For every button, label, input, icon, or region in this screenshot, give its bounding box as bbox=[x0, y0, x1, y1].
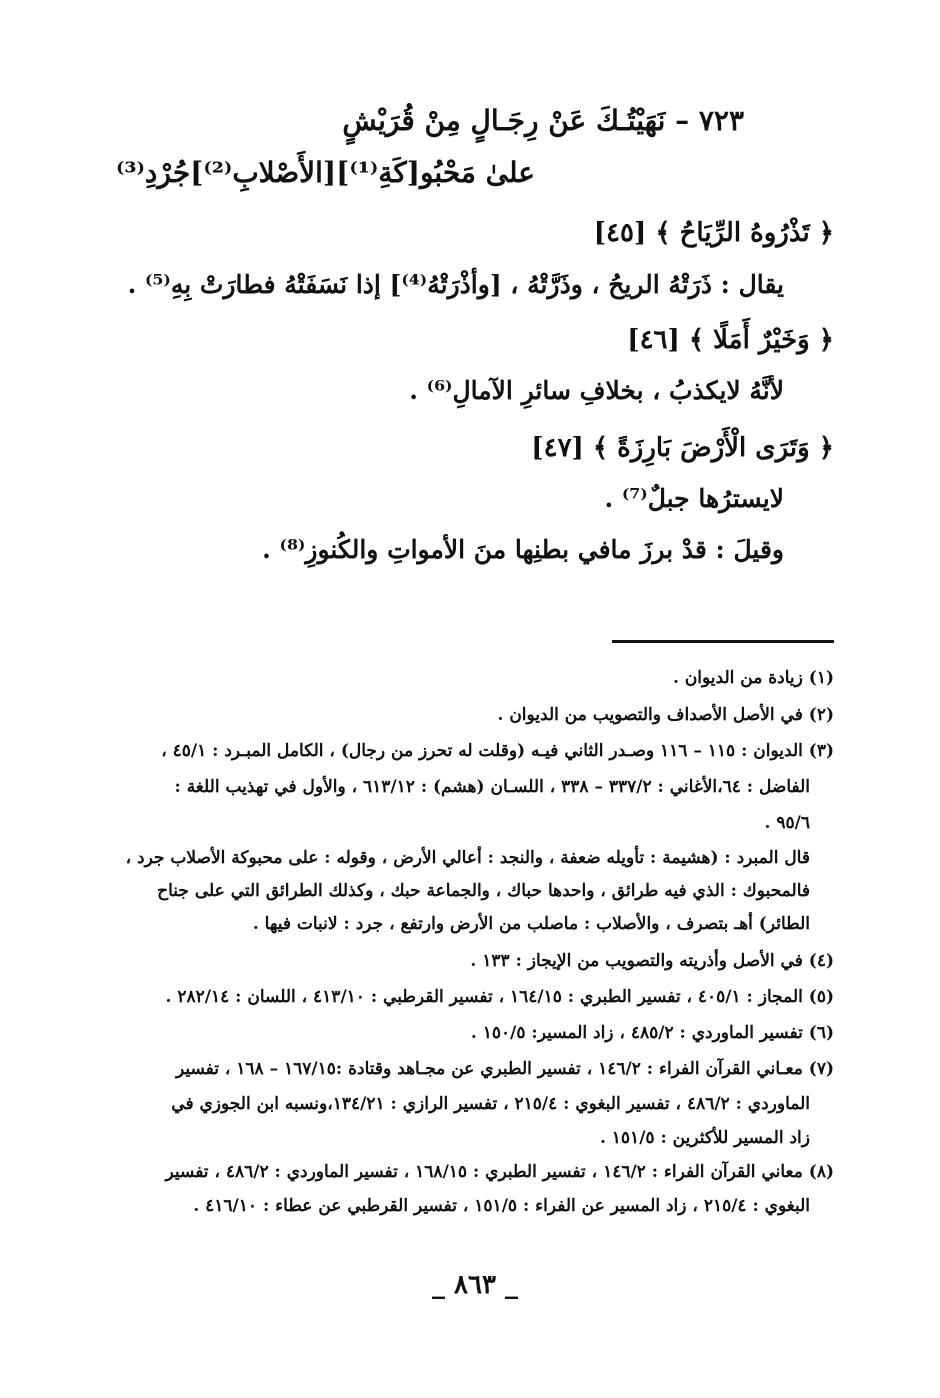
footnote-3-line-6: الطائر) أهـ بتصرف ، والأصلاب : ماصلب من الأرض وارتفع ، جرد : لانبات فيها . bbox=[252, 914, 810, 934]
footnote-4: (٤) في الأصل وأذريته والتصويب من الإيجاز : ١٣٣ . bbox=[470, 951, 834, 971]
footnote-8-line-2: البغوي : ٢١٥/٤ ، زاد المسير عن الفراء : ١٥١/٥ ، تفسير القرطبي عن عطاء : ٤١٦/١٠ . bbox=[193, 1196, 810, 1216]
footnote-5: (٥) المجاز : ٤٠٥/١ ، تفسير الطبري : ١٦٤/١٥ ، تفسير القرطبي : ٤١٣/١٠ ، اللسان : ٢٨٢/١٤ . bbox=[165, 987, 834, 1007]
footnote-6: (٦) تفسير الماوردي : ٤٨٥/٢ ، زاد المسير: ١٥٠/٥ . bbox=[470, 1023, 834, 1043]
footnote-3-line-2: الفاضل : ٦٤،الأغاني : ٣٣٧/٢ – ٣٣٨ ، اللسـان (هشم) : ٦١٣/١٢ ، والأول في تهذيب اللغة : bbox=[174, 777, 810, 797]
ayah-45-explanation: يقال : ذَرَتْهُ الريحُ ، وذَرَّتْهُ ، [وأذْرَتْهُ⁽⁴⁾] إذا نَسَفَتْهُ فطارَتْ بِهِ⁽⁵⁾ . bbox=[127, 270, 784, 299]
ayah-45-heading: ﴿ تَذْرُوهُ الرِّيَاحُ ﴾ [٤٥] bbox=[593, 218, 834, 248]
footnote-7-line-3: زاد المسير للأكثرين : ١٥١/٥ . bbox=[599, 1128, 810, 1148]
ayah-46-heading: ﴿ وَخَيْرٌ أَمَلًا ﴾ [٤٦] bbox=[627, 325, 834, 355]
footnote-3-line-5: فالمحبوك : الذي فيه طرائق ، واحدها حباك ، والجماعة حبك ، وكذلك الطرائق التي على جناح bbox=[157, 881, 810, 901]
footnote-7-line-1: (٧) معـاني القرآن الفراء : ١٤٦/٢ ، تفسير الطبري عن مجـاهد وقتادة :١٦٧/١٥ – ١٦٨ ، تفسير bbox=[175, 1059, 834, 1079]
footnote-3-line-4: قال المبرد : (هشيمة : تأويله ضعفة ، والنجد : أعالي الأرض ، وقوله : على محبوكة الأصلاب جرد ، bbox=[125, 848, 810, 868]
footnote-separator bbox=[612, 640, 834, 643]
footnote-7-line-2: الماوردي : ٤٨٦/٢ ، تفسير البغوي : ٢١٥/٤ ، تفسير الرازي : ١٣٤/٢١،ونسبه ابن الجوزي في bbox=[171, 1094, 810, 1114]
verse-line-1: ٧٢٣ – نَهَيْتُـكَ عَنْ رِجَـالٍ مِنْ قُرَيْشٍ bbox=[342, 104, 744, 137]
page-number: _ ٨٦٣ _ bbox=[431, 1270, 519, 1300]
ayah-46-explanation: لأنَّهُ لايكذبُ ، بخلافِ سائرِ الآمالِ⁽⁶⁾ . bbox=[409, 376, 784, 405]
footnote-8-line-1: (٨) معاني القرآن الفراء : ١٤٦/٢ ، تفسير الطبري : ١٦٨/١٥ ، تفسير الماوردي : ٤٨٦/٢ ، تفسير bbox=[165, 1162, 834, 1182]
footnote-3-line-1: (٣) الديوان : ١١٥ – ١١٦ وصـدر الثاني فيـه (وقلت له تحرز من رجال) ، الكامل المبـرد : ٤٥/١ ، bbox=[161, 741, 834, 761]
footnote-1: (١) زيادة من الديوان . bbox=[672, 668, 834, 688]
footnote-2: (٢) في الأصل الأصداف والتصويب من الديوان . bbox=[497, 705, 834, 725]
verse-line-2: علىٰ مَحْبُو[كَةِ⁽¹⁾][الأَصْلابِ⁽²⁾]جُرْدِ⁽³⁾ bbox=[115, 156, 535, 189]
ayah-47-explanation-2: وقيلَ : قدْ برزَ مافي بطنِها منَ الأمواتِ والكُنوزِ⁽⁸⁾ . bbox=[262, 535, 784, 564]
footnote-3-line-3: ٩٥/٦ . bbox=[764, 813, 810, 833]
ayah-47-heading: ﴿ وَتَرَى الْأَرْضَ بَارِزَةً ﴾ [٤٧] bbox=[531, 433, 834, 463]
ayah-47-explanation-1: لايسترُها جبلٌ⁽⁷⁾ . bbox=[604, 484, 784, 513]
